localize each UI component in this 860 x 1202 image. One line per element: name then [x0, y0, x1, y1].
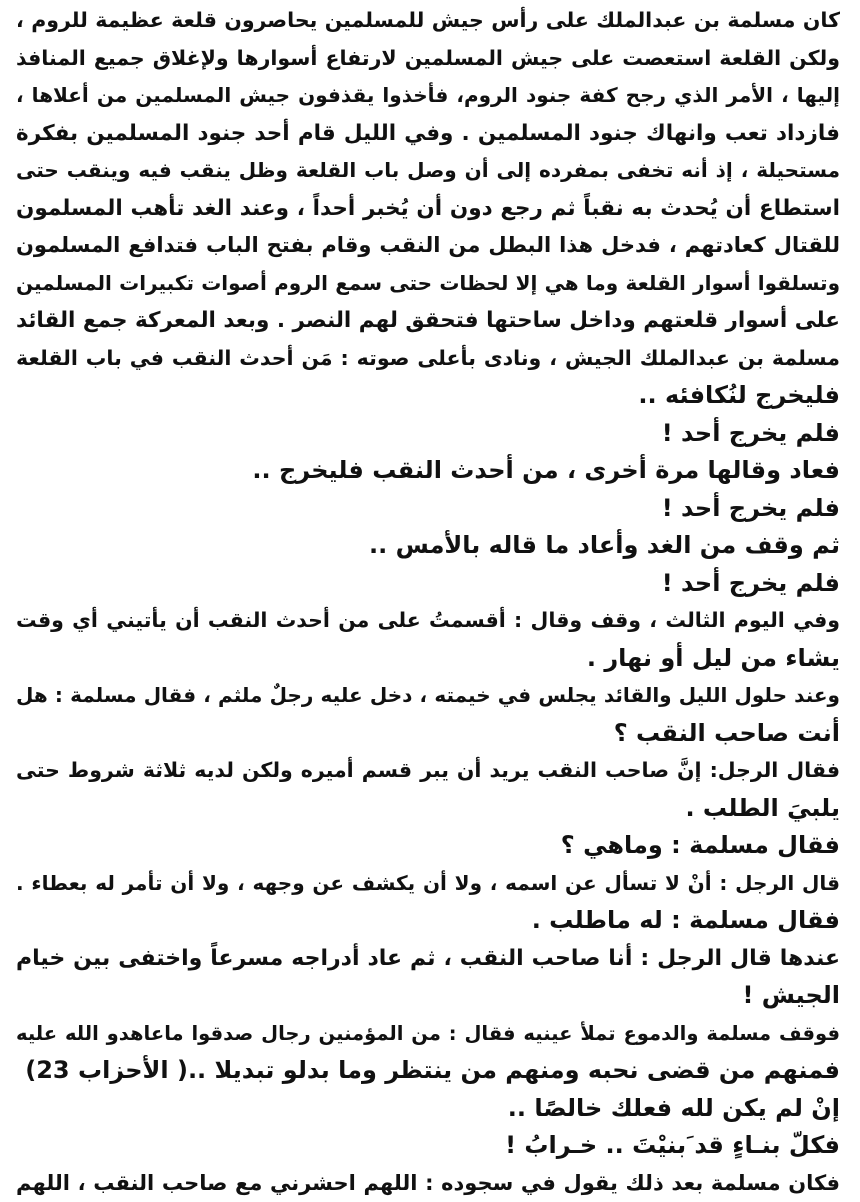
text-line: يلبيَ الطلب . — [16, 790, 840, 828]
text-line: على أسوار قلعتهم وداخل ساحتها فتحقق لهم النصر . وبعد المعركة جمع القائد — [16, 302, 840, 340]
article-text — [16, 2, 840, 1202]
text-line: قال الرجل : أنْ لا تسأل عن اسمه ، ولا أن يكشف عن وجهه ، ولا أن تأمر له بعطاء . — [16, 865, 840, 903]
text-line: ثم وقف من الغد وأعاد ما قاله بالأمس .. — [16, 527, 840, 565]
text-line: فقال الرجل: إنَّ صاحب النقب يريد أن يبر قسم أميره ولكن لديه ثلاثة شروط حتى — [16, 752, 840, 790]
text-line: فليخرج لنُكافئه .. — [16, 377, 840, 415]
text-line: فلم يخرج أحد ! — [16, 490, 840, 528]
text-line: فقال مسلمة : وماهي ؟ — [16, 827, 840, 865]
text-line: مستحيلة ، إذ أنه تخفى بمفرده إلى أن وصل باب القلعة وظل ينقب فيه وينقب حتى — [16, 152, 840, 190]
text-line: يشاء من ليل أو نهار . — [16, 640, 840, 678]
text-line: فكلّ بنـاءٍ قد َبنيْتَ .. خـرابُ ! — [16, 1127, 840, 1165]
text-line: وتسلقوا أسوار القلعة وما هي إلا لحظات حتى سمع الروم أصوات تكبيرات المسلمين — [16, 265, 840, 303]
text-line: فمنهم من قضى نحبه ومنهم من ينتظر وما بدلو تبديلا ..( الأحزاب 23) — [16, 1052, 840, 1090]
text-line: ولكن القلعة استعصت على جيش المسلمين لارتفاع أسوارها ولإغلاق جميع المنافذ — [16, 40, 840, 78]
text-line: كان مسلمة بن عبدالملك على رأس جيش للمسلمين يحاصرون قلعة عظيمة للروم ، — [16, 2, 840, 40]
text-line: فلم يخرج أحد ! — [16, 565, 840, 603]
text-line: فازداد تعب وانهاك جنود المسلمين . وفي الليل قام أحد جنود المسلمين بفكرة — [16, 115, 840, 153]
text-line: استطاع أن يُحدث به نقباً ثم رجع دون أن يُخبر أحداً ، وعند الغد تأهب المسلمون — [16, 190, 840, 228]
text-line: فقال مسلمة : له ماطلب . — [16, 902, 840, 940]
text-line: الجيش ! — [16, 977, 840, 1015]
text-line: فلم يخرج أحد ! — [16, 415, 840, 453]
text-line: مسلمة بن عبدالملك الجيش ، ونادى بأعلى صوته : مَن أحدث النقب في باب القلعة — [16, 340, 840, 378]
text-line: إليها ، الأمر الذي رجح كفة جنود الروم، فأخذوا يقذفون جيش المسلمين من أعلاها ، — [16, 77, 840, 115]
text-line: وعند حلول الليل والقائد يجلس في خيمته ، دخل عليه رجلٌ ملثم ، فقال مسلمة : هل — [16, 677, 840, 715]
text-line: وفي اليوم الثالث ، وقف وقال : أقسمتُ على من أحدث النقب أن يأتيني أي وقت — [16, 602, 840, 640]
text-line: إنْ لم يكن لله فعلك خالصًا .. — [16, 1090, 840, 1128]
text-line: فوقف مسلمة والدموع تملأ عينيه فقال : من المؤمنين رجال صدقوا ماعاهدو الله عليه — [16, 1015, 840, 1053]
text-line: فعاد وقالها مرة أخرى ، من أحدث النقب فليخرج .. — [16, 452, 840, 490]
text-line: فكان مسلمة بعد ذلك يقول في سجوده : اللهم احشرني مع صاحب النقب ، اللهم — [16, 1165, 840, 1202]
text-line: للقتال كعادتهم ، فدخل هذا البطل من النقب وقام بفتح الباب فتدافع المسلمون — [16, 227, 840, 265]
text-line: أنت صاحب النقب ؟ — [16, 715, 840, 753]
text-line: عندها قال الرجل : أنا صاحب النقب ، ثم عاد أدراجه مسرعاً واختفى بين خيام — [16, 940, 840, 978]
